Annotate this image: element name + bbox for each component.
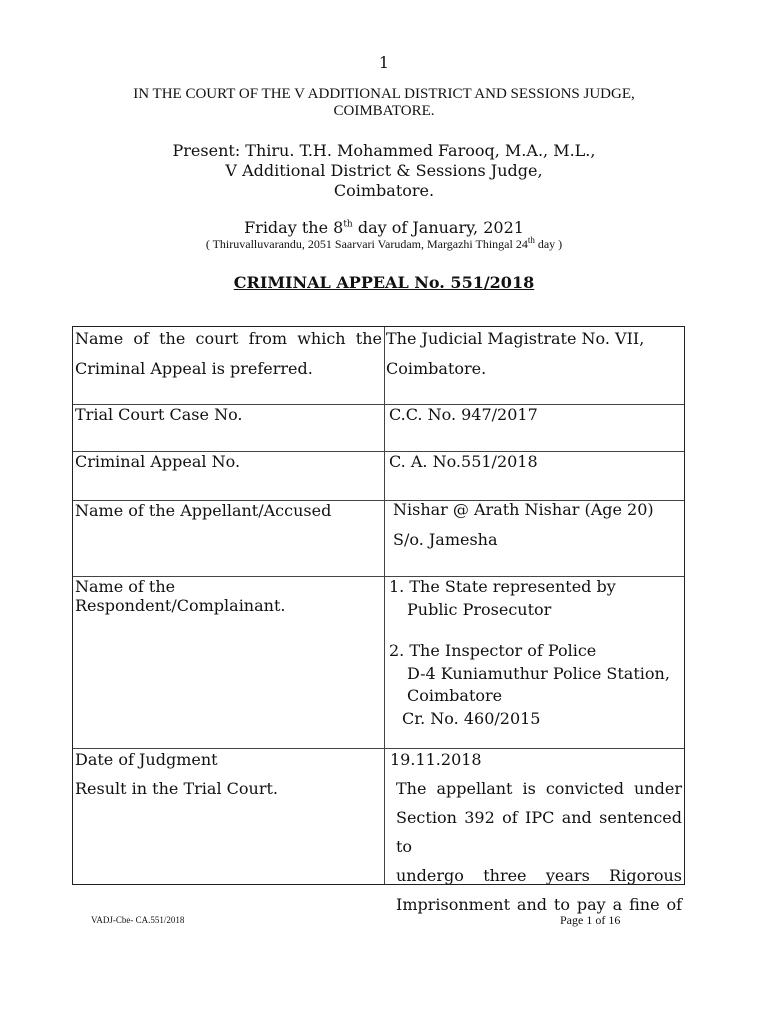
column-divider (384, 327, 385, 884)
appeal-no-label: Criminal Appeal No. (75, 452, 241, 471)
judgment-label-cell (75, 745, 382, 803)
respondent-line2: Public Prosecutor (407, 599, 552, 619)
judgment-date-label: Date of Judgment (75, 750, 218, 769)
respondent-line6: Cr. No. 460/2015 (402, 708, 541, 728)
tamil-sup: th (527, 235, 535, 245)
result-line2: Section 392 of IPC and sentenced to (396, 808, 682, 856)
court-label-cell (75, 324, 382, 384)
tamil-pre: ( Thiruvalluvarandu, 2051 Saarvari Varudam, Margazhi Thingal 24 (205, 237, 528, 251)
appellant-name: Nishar @ Arath Nishar (Age 20) (393, 500, 654, 519)
date-pre: Friday the 8 (244, 218, 344, 237)
trial-case-value: C.C. No. 947/2017 (389, 405, 538, 424)
appellant-value (393, 495, 682, 555)
result-line1: The appellant is convicted under (396, 779, 682, 798)
appellant-label: Name of the Appellant/Accused (75, 501, 332, 520)
respondent-line5: Coimbatore (407, 686, 503, 705)
footer-page-count: Page 1 of 16 (560, 913, 621, 927)
respondent-spacer (389, 621, 682, 640)
judgment-date (0, 218, 768, 237)
footer-case-ref: VADJ-Cbe- CA.551/2018 (91, 915, 185, 925)
respondent-line3: 2. The Inspector of Police (389, 641, 597, 660)
trial-case-label: Trial Court Case No. (75, 405, 243, 424)
respondent-value (389, 576, 682, 730)
tamil-date (0, 237, 768, 252)
tamil-post: day ) (534, 237, 563, 251)
judgment-date-value: 19.11.2018 (390, 750, 482, 769)
row1-value-line2: Coimbatore. (386, 359, 487, 378)
presiding-judge (0, 141, 768, 201)
respondent-line1: 1. The State represented by (389, 577, 616, 596)
appeal-no-value: C. A. No.551/2018 (389, 452, 538, 471)
present-line2: V Additional District & Sessions Judge, (225, 161, 543, 180)
court-value-cell (386, 324, 682, 384)
trial-result-label: Result in the Trial Court. (75, 779, 278, 798)
result-line4: Imprisonment and to pay a fine of (396, 895, 682, 914)
court-heading-line1: IN THE COURT OF THE V ADDITIONAL DISTRICT AND SESSIONS JUDGE, (133, 86, 635, 102)
row1-label-line2: Criminal Appeal is preferred. (75, 359, 313, 378)
present-line3: Coimbatore. (333, 181, 435, 200)
row1-label-line1: Name of the court from which the (75, 329, 382, 348)
date-post: day of January, 2021 (352, 218, 524, 237)
appellant-parent: S/o. Jamesha (393, 530, 498, 549)
respondent-line4: D-4 Kuniamuthur Police Station, (407, 663, 670, 683)
row1-value-line1: The Judicial Magistrate No. VII, (386, 329, 645, 348)
court-heading (0, 86, 768, 120)
page-number: 1 (378, 53, 390, 72)
appeal-title: CRIMINAL APPEAL No. 551/2018 (233, 273, 535, 292)
court-heading-line2: COIMBATORE. (333, 103, 435, 119)
result-line3: undergo three years Rigorous (396, 866, 682, 885)
present-line1: Present: Thiru. T.H. Mohammed Farooq, M.A., M.L., (172, 141, 596, 160)
date-sup: th (343, 219, 353, 230)
judgment-value-cell (390, 745, 682, 919)
respondent-label: Name of the Respondent/Complainant. (75, 577, 286, 615)
case-details-table (72, 326, 685, 914)
